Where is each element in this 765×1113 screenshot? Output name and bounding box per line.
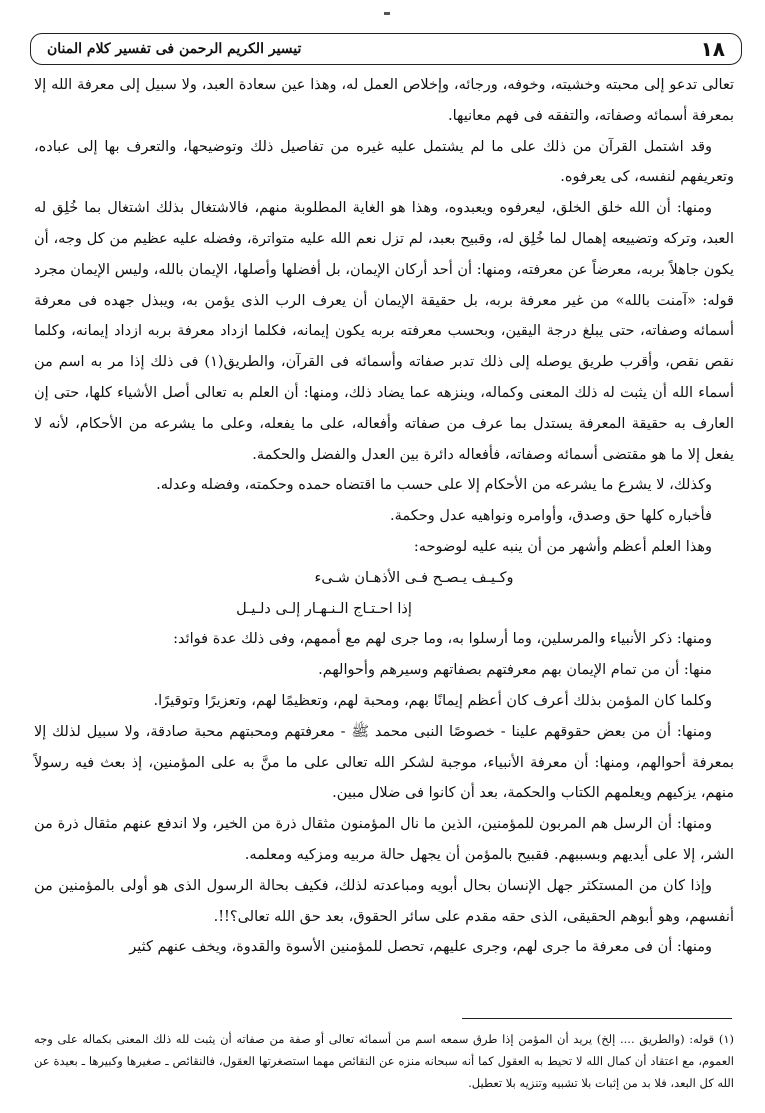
- paragraph: وقد اشتمل القرآن من ذلك على ما لم يشتمل عليه غيره من تفاصيل ذلك وتوضيحها، والتعرف بها إلى عباده، وتعريفهم لنفسه، كى يعرفوه.: [34, 138, 734, 186]
- paragraph: ومنها: أن الله خلق الخلق، ليعرفوه ويعبدوه، وهذا هو الغاية المطلوبة منهم، فالاشتغال بذلك اشتغال بما خُلِق له العبد، وتركه وتضييعه إهمال لما خُلِق له، وقبيح بعبد، لم تزل نعم الله عليه متواترة، وفضله عليه عظيم من كل وجه، أن يكون جاهلاً بربه، معرضاً عن معرفته، ومنها: أن أحد أركان الإيمان، بل أفضلها وأصلها، الإيمان بالله، وليس الإيمان مجرد قوله: «آمنت بالله» من غير معرفة بربه، بل حقيقة الإيمان أن يعرف الرب الذى يؤمن به، ويبذل جهده فى معرفة أسمائه وصفاته، حتى يبلغ درجة اليقين، وبحسب معرفته بربه يكون إيمانه، فكلما ازداد معرفة بربه ازداد إيمانه، وكلما نقص نقص، وأقرب طريق يوصله إلى ذلك تدبر صفاته وأسمائه فى القرآن، والطريق(١) فى ذلك إذا مر به اسم من أسماء الله أن يثبت له ذلك المعنى وكماله، وينزهه عما يضاد ذلك، ومنها: أن العلم به تعالى أصل الأشياء كلها، حتى إن العارف به حقيقة المعرفة يستدل بما عرف من صفاته وأفعاله، على ما يفعله، وعلى ما يشرعه من الأحكام، لأنه لا يفعل إلا ما هو مقتضى أسمائه وصفاته، فأفعاله دائرة بين العدل والفضل والحكمة.: [34, 200, 735, 463]
- paragraph: وهذا العلم أعظم وأشهر من أن ينبه عليه لوضوحه:: [413, 538, 712, 555]
- page-number: ١٨: [700, 37, 725, 61]
- running-title: تيسير الكريم الرحمن فى تفسير كلام المنان: [47, 41, 302, 57]
- verse-line-2: إذا احـتـاج الـنـهـار إلـى دلـيـل: [236, 600, 412, 617]
- paragraph: ومنها: ذكر الأنبياء والمرسلين، وما أرسلوا به، وما جرى لهم مع أممهم، وفى ذلك عدة فوائد:: [173, 631, 712, 648]
- paragraph: منها: أن من تمام الإيمان بهم معرفتهم بصفاتهم وسيرهم وأحوالهم.: [318, 662, 712, 679]
- top-mark: [384, 12, 390, 15]
- paragraph: وإذا كان من المستكثر جهل الإنسان بحال أبويه ومباعدته لذلك، فكيف بحالة الرسول الذى هو أولى بالمؤمنين من أنفسهم، وهو أبوهم الحقيقى، الذى حقه مقدم على سائر الحقوق، بعد حق الله تعالى؟!!.: [34, 877, 734, 925]
- paragraph: ومنها: أن من بعض حقوقهم علينا - خصوصًا النبى محمد ﷺ - معرفتهم ومحبتهم محبة صادقة، ولا سبيل لذلك إلا بمعرفة أحوالهم، ومنها: أن معرفة الأنبياء، موجبة لشكر الله تعالى على ما منَّ به على المؤمنين، إذ بعث فيه رسولاً منهم، يزكيهم ويعلمهم الكتاب والحكمة، بعد أن كانوا فى ضلال مبين.: [34, 723, 734, 802]
- paragraph: ومنها: أن فى معرفة ما جرى لهم، وجرى عليهم، تحصل للمؤمنين الأسوة والقدوة، ويخف عنهم كثير: [129, 939, 712, 956]
- verse-line-1: وكـيـف يـصـح فـى الأذهـان شـىء: [314, 569, 514, 586]
- paragraph: ومنها: أن الرسل هم المربون للمؤمنين، الذين ما نال المؤمنون مثقال ذرة من الخير، ولا اندفع عنهم مثقال ذرة من الشر، إلا على أيديهم وبسببهم. فقبيح بالمؤمن أن يجهل حالة مربيه ومزكيه ومعلمه.: [34, 816, 734, 863]
- footnote-separator: [462, 1018, 732, 1019]
- paragraph: تعالى تدعو إلى محبته وخشيته، وخوفه، ورجائه، وإخلاص العمل له، وهذا عين سعادة العبد، ولا سبيل إلى معرفة الله إلا بمعرفة أسمائه وصفاته، والتفقه فى فهم معانيها.: [34, 77, 734, 124]
- main-text: [34, 70, 734, 963]
- page-header: [30, 33, 742, 65]
- paragraph: وكلما كان المؤمن بذلك أعرف كان أعظم إيمانًا بهم، ومحبة لهم، وتعظيمًا لهم، وتعزيرًا وتوقيرًا.: [153, 692, 712, 709]
- paragraph: فأخباره كلها حق وصدق، وأوامره ونواهيه عدل وحكمة.: [389, 508, 712, 525]
- footnote-text: (١) قوله: (والطريق .... إلخ) يريد أن المؤمن إذا طرق سمعه اسم من أسمائه تعالى أو صفة من صفاته أن يثبت لله ذلك المعنى بكماله على وجه العموم، مع اعتقاد أن كمال الله لا تحيط به العقول كما أنه سبحانه منزه عن النقائص مهما استصغرتها العقول، فالنقائص ـ صغيرها وكبيرها ـ بعيدة عن الله كل البعد، فلا بد من إثبات بلا تشبيه وتنزيه بلا تعطيل.: [34, 1032, 734, 1090]
- footnote: [34, 1028, 734, 1094]
- paragraph: وكذلك، لا يشرع ما يشرعه من الأحكام إلا على حسب ما اقتضاه حمده وحكمته، وفضله وعدله.: [156, 477, 712, 494]
